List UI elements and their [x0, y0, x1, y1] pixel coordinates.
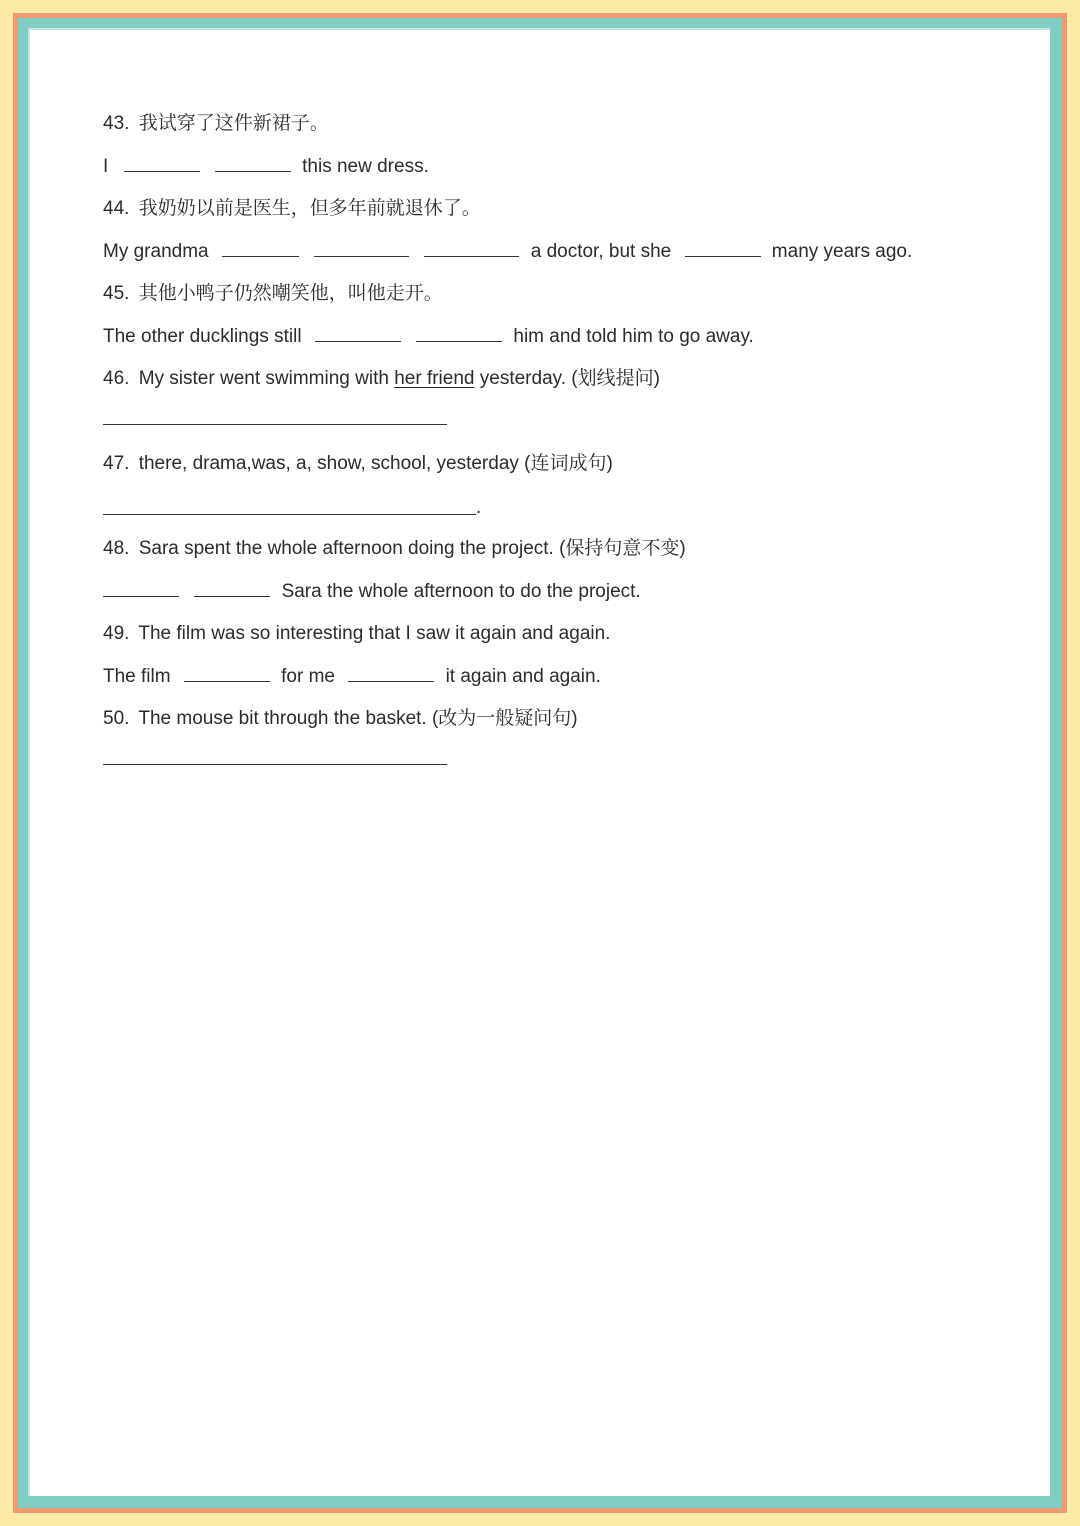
answer-blank[interactable]: [416, 324, 502, 342]
answer-text: Sara the whole afternoon to do the project.: [281, 581, 641, 602]
question-49-prompt: [103, 622, 610, 646]
answer-blank[interactable]: [215, 154, 291, 172]
question-text: The mouse bit through the basket. (改为一般疑问句): [138, 708, 578, 729]
answer-line[interactable]: [103, 514, 476, 515]
answer-text: him and told him to go away.: [513, 326, 754, 347]
answer-blank[interactable]: [685, 239, 761, 257]
question-text: Sara spent the whole afternoon doing the project. (保持句意不变): [138, 538, 686, 559]
answer-text: My grandma: [103, 241, 209, 262]
question-text: 我奶奶以前是医生，但多年前就退休了。: [138, 198, 481, 219]
question-43-answer: [103, 154, 429, 179]
answer-text: I: [103, 156, 109, 177]
question-50-prompt: [103, 707, 578, 731]
answer-blank[interactable]: [222, 239, 299, 257]
question-45-prompt: [103, 282, 443, 306]
question-number: 48.: [103, 538, 130, 559]
question-48-prompt: [103, 537, 686, 561]
answer-text: The other ducklings still: [103, 326, 302, 347]
question-45-answer: [103, 324, 754, 349]
answer-blank[interactable]: [103, 579, 179, 597]
question-number: 47.: [103, 453, 130, 474]
question-number: 50.: [103, 708, 130, 729]
answer-text: for me: [281, 666, 335, 687]
question-text: 我试穿了这件新裙子。: [138, 113, 329, 134]
answer-text: The film: [103, 666, 171, 687]
answer-blank[interactable]: [315, 324, 401, 342]
question-number: 49.: [103, 623, 130, 644]
question-text: The film was so interesting that I saw it again and again.: [138, 623, 611, 644]
question-47-prompt: [103, 452, 613, 476]
answer-text: a doctor, but she: [530, 241, 672, 262]
answer-line[interactable]: [103, 764, 447, 765]
question-43-prompt: [103, 112, 329, 136]
question-text: 其他小鸭子仍然嘲笑他，叫他走开。: [138, 283, 443, 304]
question-number: 43.: [103, 113, 130, 134]
answer-blank[interactable]: [124, 154, 200, 172]
answer-blank[interactable]: [314, 239, 409, 257]
answer-blank[interactable]: [194, 579, 270, 597]
question-text: My sister went swimming with: [138, 368, 389, 389]
answer-text: many years ago.: [771, 241, 913, 262]
question-46-prompt: [103, 367, 660, 391]
question-number: 45.: [103, 283, 130, 304]
answer-blank[interactable]: [348, 664, 434, 682]
question-49-answer: [103, 664, 601, 689]
question-44-prompt: [103, 197, 481, 221]
question-number: 44.: [103, 198, 130, 219]
answer-blank[interactable]: [184, 664, 270, 682]
answer-blank[interactable]: [424, 239, 519, 257]
question-text: yesterday. (划线提问): [479, 368, 660, 389]
answer-text: this new dress.: [302, 156, 429, 177]
question-44-answer: [103, 239, 912, 264]
underlined-phrase: her friend: [394, 368, 475, 389]
question-text: there, drama,was, a, show, school, yesterday (连词成句): [138, 453, 613, 474]
answer-line[interactable]: [103, 424, 447, 425]
question-number: 46.: [103, 368, 130, 389]
answer-text: it again and again.: [445, 666, 601, 687]
question-48-answer: [103, 579, 641, 604]
sentence-end-period: .: [476, 497, 482, 518]
